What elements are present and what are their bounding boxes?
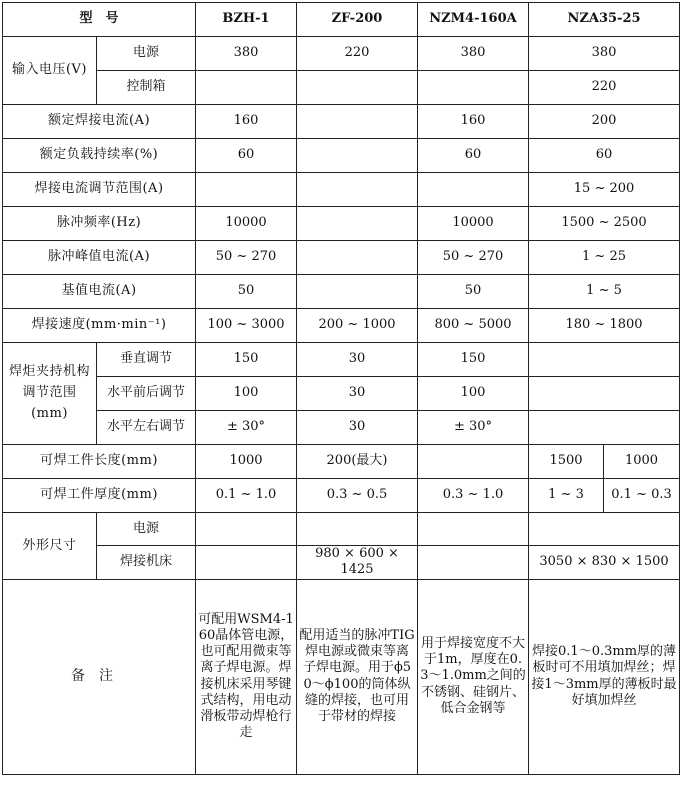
torch-horizontal-fb-row (3, 377, 680, 411)
current-range-row (3, 173, 680, 207)
rated-current-label: 额定焊接电流(A) (3, 105, 196, 139)
cell: 220 (529, 71, 680, 105)
duty-cycle-row (3, 139, 680, 173)
cell: 980 × 600 × 1425 (297, 546, 418, 580)
cell: ± 30° (196, 411, 297, 445)
remark-nza35: 焊接0.1～0.3mm厚的薄板时可不用填加焊丝；焊接1～3mm厚的薄板时最好填加焊丝 (529, 579, 680, 774)
torch-vertical-row (3, 343, 680, 377)
model-nzm4: NZM4-160A (418, 3, 529, 37)
weld-speed-row (3, 309, 680, 343)
cell (297, 207, 418, 241)
cell (196, 173, 297, 207)
cell: 200 ~ 1000 (297, 309, 418, 343)
remark-zf200: 配用适当的脉冲TIG焊电源或微束等离子焊电源。用于ϕ50～ϕ100的筒体纵缝的焊接，也可用于带材的焊接 (297, 579, 418, 774)
cell (297, 71, 418, 105)
cell: 380 (418, 37, 529, 71)
input-voltage-control-label: 控制箱 (97, 71, 196, 105)
cell (196, 546, 297, 580)
workpiece-thickness-label: 可焊工件厚度(mm) (3, 479, 196, 513)
current-range-label: 焊接电流调节范围(A) (3, 173, 196, 207)
cell: 15 ~ 200 (529, 173, 680, 207)
torch-horizontal-lr-row (3, 411, 680, 445)
cell: 1000 (196, 445, 297, 479)
dimensions-machine-row (3, 546, 680, 580)
cell: 1500 (529, 445, 604, 479)
cell: 150 (196, 343, 297, 377)
cell: 160 (418, 105, 529, 139)
cell: 180 ~ 1800 (529, 309, 680, 343)
cell (297, 513, 418, 546)
input-voltage-power-label: 电源 (97, 37, 196, 71)
cell: 1 ~ 5 (529, 275, 680, 309)
cell: 380 (196, 37, 297, 71)
cell: 100 (196, 377, 297, 411)
pulse-freq-label: 脉冲频率(Hz) (3, 207, 196, 241)
cell: 30 (297, 343, 418, 377)
model-zf200: ZF-200 (297, 3, 418, 37)
remarks-label: 备注 (3, 579, 196, 774)
dimensions-label: 外形尺寸 (3, 513, 97, 580)
cell (297, 105, 418, 139)
model-nza35: NZA35-25 (529, 3, 680, 37)
cell (529, 343, 680, 377)
cell (196, 71, 297, 105)
cell (196, 513, 297, 546)
cell: ± 30° (418, 411, 529, 445)
cell: 160 (196, 105, 297, 139)
cell: 10000 (196, 207, 297, 241)
remark-bzh1: 可配用WSM4-160晶体管电源，也可配用微束等离子焊电源。焊接机床采用琴键式结构，用电动滑板带动焊枪行走 (196, 579, 297, 774)
cell: 0.3 ~ 1.0 (418, 479, 529, 513)
cell: 30 (297, 377, 418, 411)
weld-speed-label: 焊接速度(mm·min⁻¹) (3, 309, 196, 343)
dimensions-power-row (3, 513, 680, 546)
cell: 200 (529, 105, 680, 139)
cell: 50 (418, 275, 529, 309)
cell: 10000 (418, 207, 529, 241)
torch-horizontal-fb-label: 水平前后调节 (97, 377, 196, 411)
cell: 0.1 ~ 0.3 (604, 479, 680, 513)
pulse-freq-row (3, 207, 680, 241)
cell (418, 513, 529, 546)
input-voltage-control-row (3, 71, 680, 105)
cell: 60 (196, 139, 297, 173)
cell (529, 411, 680, 445)
remark-nzm4: 用于焊接宽度不大于1m，厚度在0.3～1.0mm之间的不锈钢、硅钢片、低合金钢等 (418, 579, 529, 774)
workpiece-length-label: 可焊工件长度(mm) (3, 445, 196, 479)
remarks-row (3, 579, 680, 774)
cell: 50 ~ 270 (196, 241, 297, 275)
input-voltage-label: 输入电压(V) (3, 37, 97, 105)
cell: 0.1 ~ 1.0 (196, 479, 297, 513)
cell (297, 173, 418, 207)
cell: 1500 ~ 2500 (529, 207, 680, 241)
cell: 3050 × 830 × 1500 (529, 546, 680, 580)
cell (297, 275, 418, 309)
cell: 60 (529, 139, 680, 173)
cell: 220 (297, 37, 418, 71)
cell: 60 (418, 139, 529, 173)
torch-label: 焊炬夹持机构调节范围(mm) (3, 343, 97, 445)
cell: 50 (196, 275, 297, 309)
base-current-row (3, 275, 680, 309)
pulse-peak-label: 脉冲峰值电流(A) (3, 241, 196, 275)
cell: 1 ~ 25 (529, 241, 680, 275)
workpiece-thickness-row (3, 479, 680, 513)
model-bzh1: BZH-1 (196, 3, 297, 37)
duty-cycle-label: 额定负载持续率(%) (3, 139, 196, 173)
cell: 200(最大) (297, 445, 418, 479)
dimensions-machine-label: 焊接机床 (97, 546, 196, 580)
pulse-peak-row (3, 241, 680, 275)
dimensions-power-label: 电源 (97, 513, 196, 546)
cell (297, 139, 418, 173)
cell: 800 ~ 5000 (418, 309, 529, 343)
cell: 100 ~ 3000 (196, 309, 297, 343)
cell: 1 ~ 3 (529, 479, 604, 513)
cell: 30 (297, 411, 418, 445)
input-voltage-power-row (3, 37, 680, 71)
cell (418, 173, 529, 207)
cell (418, 445, 529, 479)
torch-horizontal-lr-label: 水平左右调节 (97, 411, 196, 445)
cell: 1000 (604, 445, 680, 479)
base-current-label: 基值电流(A) (3, 275, 196, 309)
cell: 380 (529, 37, 680, 71)
cell: 50 ~ 270 (418, 241, 529, 275)
cell (529, 377, 680, 411)
workpiece-length-row (3, 445, 680, 479)
header-row (3, 3, 680, 37)
cell (297, 241, 418, 275)
cell: 0.3 ~ 0.5 (297, 479, 418, 513)
cell: 150 (418, 343, 529, 377)
rated-current-row (3, 105, 680, 139)
spec-table (2, 2, 680, 775)
cell: 100 (418, 377, 529, 411)
torch-vertical-label: 垂直调节 (97, 343, 196, 377)
cell (418, 71, 529, 105)
cell (529, 513, 680, 546)
cell (418, 546, 529, 580)
model-header: 型 号 (3, 3, 196, 37)
